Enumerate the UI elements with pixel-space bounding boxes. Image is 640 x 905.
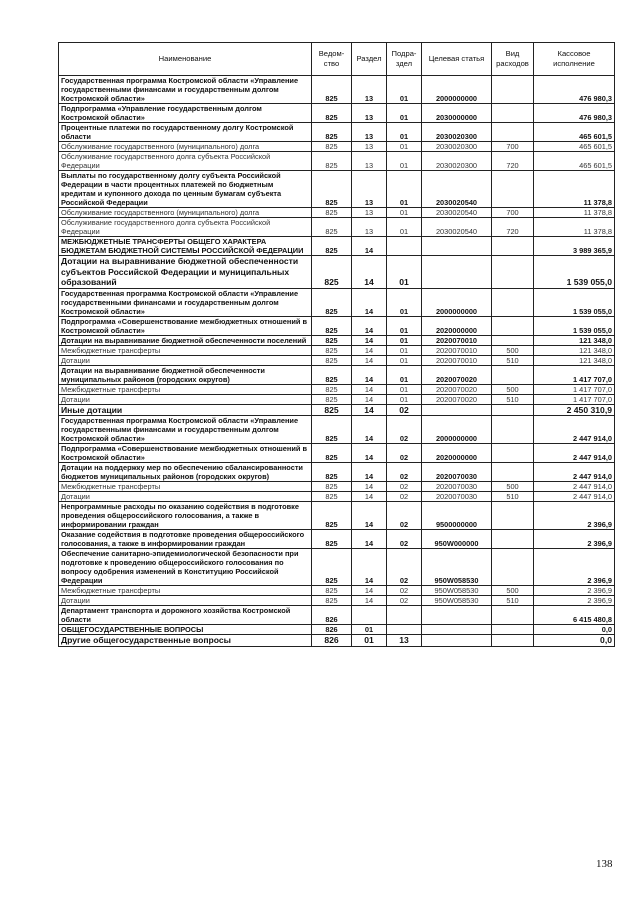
row-vid-cell: 500: [492, 345, 534, 355]
row-podrazdel-cell: 01: [387, 384, 422, 394]
row-statya-cell: 2020070030: [422, 492, 492, 502]
row-podrazdel-cell: 02: [387, 404, 422, 416]
row-name-cell: Подпрограмма «Совершенствование межбюджетных отношений в Костромской области»: [59, 316, 312, 335]
table-row: [59, 625, 615, 635]
row-amount-cell: 1 539 055,0: [534, 316, 615, 335]
table-row: [59, 404, 615, 416]
row-vid-cell: [492, 404, 534, 416]
row-ved-cell: 825: [312, 171, 352, 208]
table-row: [59, 482, 615, 492]
row-statya-cell: 2020070010: [422, 355, 492, 365]
row-podrazdel-cell: 01: [387, 288, 422, 316]
table-row: [59, 218, 615, 237]
row-razdel-cell: 14: [352, 492, 387, 502]
row-statya-cell: 2000000000: [422, 76, 492, 104]
row-statya-cell: 2020070020: [422, 394, 492, 404]
row-amount-cell: 2 396,9: [534, 502, 615, 530]
row-name-cell: ОБЩЕГОСУДАРСТВЕННЫЕ ВОПРОСЫ: [59, 625, 312, 635]
row-vid-cell: [492, 625, 534, 635]
table-row: [59, 152, 615, 171]
row-name-cell: Дотации: [59, 492, 312, 502]
row-podrazdel-cell: 01: [387, 171, 422, 208]
table-row: [59, 335, 615, 345]
row-amount-cell: 2 396,9: [534, 586, 615, 596]
row-podrazdel-cell: [387, 237, 422, 256]
row-podrazdel-cell: 01: [387, 365, 422, 384]
row-amount-cell: 1 539 055,0: [534, 256, 615, 289]
row-vid-cell: 510: [492, 492, 534, 502]
row-amount-cell: 121 348,0: [534, 345, 615, 355]
row-name-cell: Межбюджетные трансферты: [59, 384, 312, 394]
row-ved-cell: 825: [312, 256, 352, 289]
row-razdel-cell: 14: [352, 586, 387, 596]
row-podrazdel-cell: 01: [387, 218, 422, 237]
row-vid-cell: [492, 237, 534, 256]
row-vid-cell: 700: [492, 208, 534, 218]
row-podrazdel-cell: 01: [387, 316, 422, 335]
row-ved-cell: 826: [312, 635, 352, 647]
row-vid-cell: 720: [492, 152, 534, 171]
row-ved-cell: 825: [312, 345, 352, 355]
row-vid-cell: [492, 123, 534, 142]
row-razdel-cell: 14: [352, 549, 387, 586]
row-vid-cell: [492, 606, 534, 625]
row-name-cell: Дотации на поддержку мер по обеспечению сбалансированности бюджетов муниципальных районов (городских округов): [59, 463, 312, 482]
row-statya-cell: 2030020300: [422, 152, 492, 171]
row-ved-cell: 825: [312, 142, 352, 152]
row-vid-cell: 500: [492, 586, 534, 596]
row-razdel-cell: 14: [352, 384, 387, 394]
row-name-cell: Иные дотации: [59, 404, 312, 416]
row-amount-cell: 121 348,0: [534, 355, 615, 365]
row-statya-cell: 950W058530: [422, 549, 492, 586]
row-vid-cell: [492, 444, 534, 463]
row-amount-cell: 0,0: [534, 635, 615, 647]
row-name-cell: Процентные платежи по государственному долгу Костромской области: [59, 123, 312, 142]
row-vid-cell: 720: [492, 218, 534, 237]
row-podrazdel-cell: 01: [387, 152, 422, 171]
row-name-cell: Дотации: [59, 355, 312, 365]
header-ved: Ведом-ство: [312, 43, 352, 76]
row-podrazdel-cell: 02: [387, 596, 422, 606]
row-razdel-cell: 14: [352, 316, 387, 335]
row-ved-cell: 825: [312, 444, 352, 463]
row-statya-cell: 950W058530: [422, 596, 492, 606]
row-statya-cell: [422, 404, 492, 416]
row-ved-cell: 825: [312, 104, 352, 123]
row-statya-cell: 2030020300: [422, 142, 492, 152]
table-row: [59, 76, 615, 104]
row-podrazdel-cell: 13: [387, 635, 422, 647]
table-row: [59, 635, 615, 647]
row-razdel-cell: 14: [352, 416, 387, 444]
page-number: 138: [596, 858, 613, 870]
row-name-cell: Подпрограмма «Совершенствование межбюджетных отношений в Костромской области»: [59, 444, 312, 463]
row-razdel-cell: 13: [352, 152, 387, 171]
row-podrazdel-cell: 02: [387, 586, 422, 596]
row-vid-cell: [492, 416, 534, 444]
row-amount-cell: 2 447 914,0: [534, 416, 615, 444]
row-name-cell: Другие общегосударственные вопросы: [59, 635, 312, 647]
row-razdel-cell: 14: [352, 596, 387, 606]
row-razdel-cell: 13: [352, 123, 387, 142]
row-razdel-cell: 14: [352, 256, 387, 289]
row-ved-cell: 825: [312, 394, 352, 404]
row-vid-cell: 500: [492, 384, 534, 394]
table-row: [59, 492, 615, 502]
row-amount-cell: 465 601,5: [534, 142, 615, 152]
row-ved-cell: 825: [312, 335, 352, 345]
row-podrazdel-cell: 01: [387, 355, 422, 365]
row-statya-cell: 2030000000: [422, 104, 492, 123]
row-ved-cell: 825: [312, 482, 352, 492]
row-amount-cell: 121 348,0: [534, 335, 615, 345]
row-vid-cell: [492, 288, 534, 316]
row-razdel-cell: 13: [352, 208, 387, 218]
row-statya-cell: 2020070010: [422, 335, 492, 345]
row-razdel-cell: 14: [352, 482, 387, 492]
row-razdel-cell: 01: [352, 625, 387, 635]
row-name-cell: Департамент транспорта и дорожного хозяйства Костромской области: [59, 606, 312, 625]
row-statya-cell: 2000000000: [422, 288, 492, 316]
budget-table: [58, 42, 615, 647]
row-statya-cell: 2030020540: [422, 208, 492, 218]
row-ved-cell: 825: [312, 596, 352, 606]
row-podrazdel-cell: 01: [387, 345, 422, 355]
row-podrazdel-cell: 01: [387, 394, 422, 404]
row-name-cell: Оказание содействия в подготовке проведения общероссийского голосования, а также в информировании граждан: [59, 530, 312, 549]
row-amount-cell: 2 447 914,0: [534, 492, 615, 502]
row-vid-cell: 700: [492, 142, 534, 152]
table-row: [59, 237, 615, 256]
row-podrazdel-cell: 02: [387, 502, 422, 530]
row-ved-cell: 825: [312, 152, 352, 171]
row-podrazdel-cell: 01: [387, 256, 422, 289]
table-row: [59, 586, 615, 596]
row-podrazdel-cell: 01: [387, 123, 422, 142]
row-vid-cell: 510: [492, 394, 534, 404]
row-statya-cell: 2030020540: [422, 171, 492, 208]
row-razdel-cell: 14: [352, 237, 387, 256]
row-amount-cell: 11 378,8: [534, 218, 615, 237]
row-razdel-cell: 14: [352, 335, 387, 345]
row-podrazdel-cell: 01: [387, 76, 422, 104]
table-row: [59, 416, 615, 444]
table-row: [59, 606, 615, 625]
row-ved-cell: 825: [312, 355, 352, 365]
row-amount-cell: 2 447 914,0: [534, 463, 615, 482]
row-name-cell: Обслуживание государственного (муниципального) долга: [59, 208, 312, 218]
row-ved-cell: 825: [312, 237, 352, 256]
row-razdel-cell: 13: [352, 142, 387, 152]
row-podrazdel-cell: 02: [387, 463, 422, 482]
row-name-cell: Обслуживание государственного (муниципального) долга: [59, 142, 312, 152]
row-statya-cell: 2000000000: [422, 416, 492, 444]
row-ved-cell: 825: [312, 123, 352, 142]
row-razdel-cell: 14: [352, 404, 387, 416]
budget-table-sheet: [58, 42, 614, 647]
row-vid-cell: [492, 530, 534, 549]
row-podrazdel-cell: 02: [387, 444, 422, 463]
row-amount-cell: 2 447 914,0: [534, 482, 615, 492]
row-vid-cell: 510: [492, 355, 534, 365]
row-podrazdel-cell: 02: [387, 482, 422, 492]
row-amount-cell: 3 989 365,9: [534, 237, 615, 256]
row-vid-cell: 500: [492, 482, 534, 492]
row-ved-cell: 825: [312, 502, 352, 530]
row-statya-cell: 950W000000: [422, 530, 492, 549]
row-statya-cell: 2020070020: [422, 384, 492, 394]
row-razdel-cell: 14: [352, 355, 387, 365]
table-body: [59, 76, 615, 647]
row-amount-cell: 476 980,3: [534, 76, 615, 104]
row-statya-cell: 2020070020: [422, 365, 492, 384]
row-podrazdel-cell: 02: [387, 549, 422, 586]
table-row: [59, 596, 615, 606]
row-vid-cell: [492, 104, 534, 123]
table-row: [59, 345, 615, 355]
row-podrazdel-cell: 02: [387, 492, 422, 502]
row-vid-cell: [492, 316, 534, 335]
table-header-row: [59, 43, 615, 76]
row-name-cell: Государственная программа Костромской области «Управление государственными финансами и государственным долгом Костромской области»: [59, 76, 312, 104]
row-podrazdel-cell: 01: [387, 208, 422, 218]
row-amount-cell: 2 447 914,0: [534, 444, 615, 463]
row-amount-cell: 2 396,9: [534, 596, 615, 606]
row-amount-cell: 476 980,3: [534, 104, 615, 123]
table-row: [59, 530, 615, 549]
row-statya-cell: 950W058530: [422, 586, 492, 596]
row-name-cell: Межбюджетные трансферты: [59, 586, 312, 596]
table-row: [59, 288, 615, 316]
row-razdel-cell: 13: [352, 171, 387, 208]
table-row: [59, 384, 615, 394]
row-name-cell: Подпрограмма «Управление государственным долгом Костромской области»: [59, 104, 312, 123]
row-amount-cell: 0,0: [534, 625, 615, 635]
row-vid-cell: [492, 502, 534, 530]
row-vid-cell: 510: [492, 596, 534, 606]
table-row: [59, 502, 615, 530]
header-amount: Кассовое исполнение: [534, 43, 615, 76]
row-name-cell: Обслуживание государственного долга субъекта Российской Федерации: [59, 152, 312, 171]
row-razdel-cell: [352, 606, 387, 625]
row-statya-cell: 2020000000: [422, 444, 492, 463]
table-row: [59, 365, 615, 384]
row-podrazdel-cell: [387, 606, 422, 625]
row-vid-cell: [492, 76, 534, 104]
row-statya-cell: [422, 635, 492, 647]
row-podrazdel-cell: 02: [387, 416, 422, 444]
table-row: [59, 394, 615, 404]
row-podrazdel-cell: 02: [387, 530, 422, 549]
row-amount-cell: 1 417 707,0: [534, 394, 615, 404]
table-row: [59, 549, 615, 586]
row-vid-cell: [492, 549, 534, 586]
row-ved-cell: 825: [312, 492, 352, 502]
row-name-cell: Государственная программа Костромской области «Управление государственными финансами и государственным долгом Костромской области»: [59, 416, 312, 444]
header-statya: Целевая статья: [422, 43, 492, 76]
row-razdel-cell: 01: [352, 635, 387, 647]
table-row: [59, 142, 615, 152]
row-vid-cell: [492, 256, 534, 289]
row-name-cell: Обслуживание государственного долга субъекта Российской Федерации: [59, 218, 312, 237]
row-razdel-cell: 14: [352, 394, 387, 404]
row-statya-cell: 9500000000: [422, 502, 492, 530]
row-name-cell: Дотации на выравнивание бюджетной обеспеченности субъектов Российской Федерации и муниципальных образований: [59, 256, 312, 289]
table-row: [59, 208, 615, 218]
row-statya-cell: [422, 625, 492, 635]
row-razdel-cell: 14: [352, 288, 387, 316]
row-amount-cell: 2 396,9: [534, 549, 615, 586]
row-name-cell: Обеспечение санитарно-эпидемиологической безопасности при подготовке к проведению общероссийского голосования по вопросу одобрения изменений в Конституцию Российской Федерации: [59, 549, 312, 586]
table-row: [59, 355, 615, 365]
row-name-cell: МЕЖБЮДЖЕТНЫЕ ТРАНСФЕРТЫ ОБЩЕГО ХАРАКТЕРА БЮДЖЕТАМ БЮДЖЕТНОЙ СИСТЕМЫ РОССИЙСКОЙ ФЕДЕРАЦИИ: [59, 237, 312, 256]
row-statya-cell: [422, 606, 492, 625]
table-row: [59, 316, 615, 335]
row-amount-cell: 465 601,5: [534, 123, 615, 142]
row-ved-cell: 825: [312, 384, 352, 394]
table-row: [59, 123, 615, 142]
row-razdel-cell: 14: [352, 345, 387, 355]
row-name-cell: Дотации: [59, 596, 312, 606]
row-ved-cell: 825: [312, 404, 352, 416]
row-name-cell: Межбюджетные трансферты: [59, 482, 312, 492]
table-row: [59, 444, 615, 463]
row-name-cell: Дотации на выравнивание бюджетной обеспеченности поселений: [59, 335, 312, 345]
header-name: Наименование: [59, 43, 312, 76]
row-ved-cell: 826: [312, 625, 352, 635]
row-vid-cell: [492, 171, 534, 208]
row-ved-cell: 825: [312, 416, 352, 444]
row-statya-cell: 2020070030: [422, 482, 492, 492]
row-razdel-cell: 13: [352, 104, 387, 123]
row-ved-cell: 825: [312, 463, 352, 482]
row-amount-cell: 2 396,9: [534, 530, 615, 549]
row-ved-cell: 825: [312, 76, 352, 104]
row-vid-cell: [492, 463, 534, 482]
row-razdel-cell: 14: [352, 463, 387, 482]
row-podrazdel-cell: [387, 625, 422, 635]
row-razdel-cell: 14: [352, 444, 387, 463]
row-razdel-cell: 13: [352, 76, 387, 104]
table-row: [59, 463, 615, 482]
row-name-cell: Непрограммные расходы по оказанию содействия в подготовке проведения общероссийского голосования, а также в информировании граждан: [59, 502, 312, 530]
row-name-cell: Дотации на выравнивание бюджетной обеспеченности муниципальных районов (городских округов): [59, 365, 312, 384]
row-statya-cell: [422, 256, 492, 289]
row-ved-cell: 825: [312, 365, 352, 384]
row-podrazdel-cell: 01: [387, 104, 422, 123]
row-vid-cell: [492, 335, 534, 345]
row-name-cell: Выплаты по государственному долгу субъекта Российской Федерации в части процентных платежей по бюджетным кредитам и купонного дохода по ценным бумагам субъекта Российской Федерации: [59, 171, 312, 208]
row-amount-cell: 11 378,8: [534, 208, 615, 218]
row-name-cell: Дотации: [59, 394, 312, 404]
row-podrazdel-cell: 01: [387, 142, 422, 152]
row-vid-cell: [492, 365, 534, 384]
row-ved-cell: 825: [312, 218, 352, 237]
row-amount-cell: 1 417 707,0: [534, 365, 615, 384]
row-statya-cell: [422, 237, 492, 256]
row-podrazdel-cell: 01: [387, 335, 422, 345]
table-row: [59, 171, 615, 208]
row-razdel-cell: 14: [352, 502, 387, 530]
row-name-cell: Государственная программа Костромской области «Управление государственными финансами и государственным долгом Костромской области»: [59, 288, 312, 316]
row-vid-cell: [492, 635, 534, 647]
row-ved-cell: 825: [312, 316, 352, 335]
row-razdel-cell: 14: [352, 365, 387, 384]
table-row: [59, 256, 615, 289]
row-razdel-cell: 13: [352, 218, 387, 237]
header-podrazdel: Подра-здел: [387, 43, 422, 76]
row-statya-cell: 2020070030: [422, 463, 492, 482]
row-amount-cell: 11 378,8: [534, 171, 615, 208]
header-vid: Вид расходов: [492, 43, 534, 76]
row-ved-cell: 825: [312, 208, 352, 218]
row-ved-cell: 825: [312, 586, 352, 596]
row-ved-cell: 825: [312, 288, 352, 316]
row-statya-cell: 2030020300: [422, 123, 492, 142]
row-statya-cell: 2020000000: [422, 316, 492, 335]
row-amount-cell: 465 601,5: [534, 152, 615, 171]
row-amount-cell: 6 415 480,8: [534, 606, 615, 625]
row-ved-cell: 825: [312, 530, 352, 549]
row-statya-cell: 2020070010: [422, 345, 492, 355]
row-razdel-cell: 14: [352, 530, 387, 549]
row-amount-cell: 2 450 310,9: [534, 404, 615, 416]
header-razdel: Раздел: [352, 43, 387, 76]
table-row: [59, 104, 615, 123]
row-statya-cell: 2030020540: [422, 218, 492, 237]
row-amount-cell: 1 539 055,0: [534, 288, 615, 316]
row-ved-cell: 826: [312, 606, 352, 625]
row-amount-cell: 1 417 707,0: [534, 384, 615, 394]
row-ved-cell: 825: [312, 549, 352, 586]
row-name-cell: Межбюджетные трансферты: [59, 345, 312, 355]
